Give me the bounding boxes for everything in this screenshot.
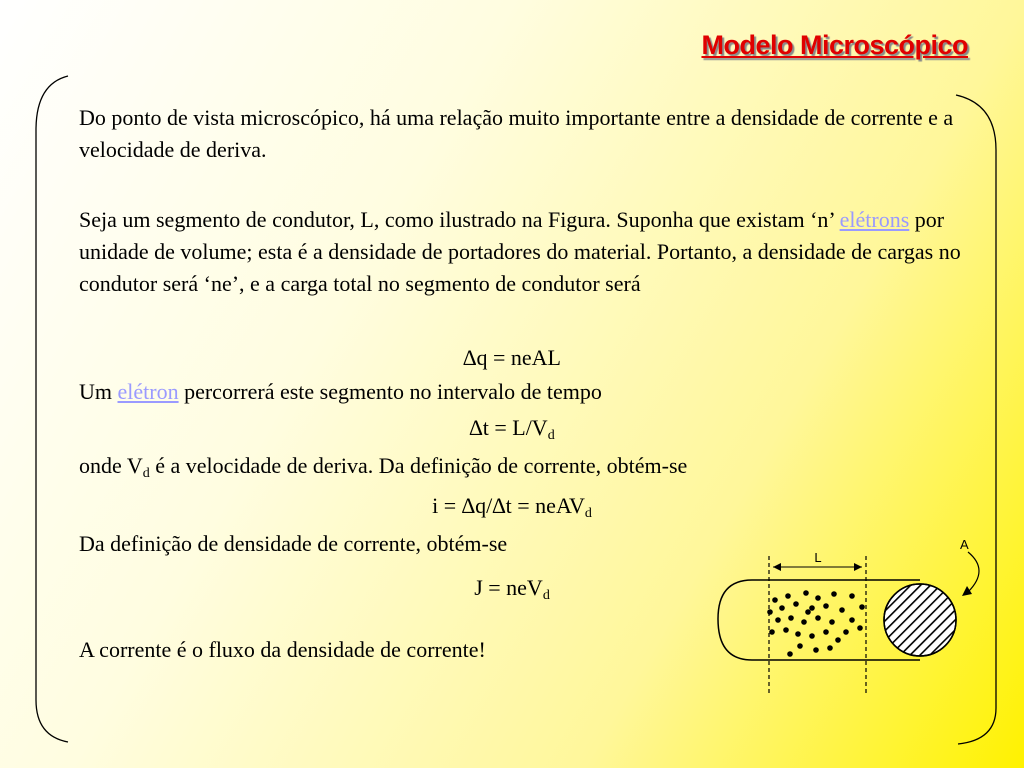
electron-link[interactable]: elétron [117,379,179,404]
drift-text-2: é a velocidade de deriva. Da definição de corrente, obtém-se [149,453,688,478]
slide-title: Modelo Microscópico [701,30,968,60]
density-equation-main: J = neV [474,575,543,600]
current-equation-sub: d [584,506,592,521]
intro-paragraph: Do ponto de vista microscópico, há uma relação muito importante entre a densidade de corrente e a velocidade de deriva. [79,105,954,162]
conductor-text-1: Seja um segmento de condutor, L, como ilustrado na Figura. Suponha que existam ‘n’ [79,207,840,232]
time-text-1: Um [79,379,118,404]
charge-equation: ∆q = neAL [463,345,561,370]
area-label: A [960,537,969,552]
drift-text-1: onde V [79,453,143,478]
drift-sub: d [142,466,150,481]
conclusion-text: A corrente é o fluxo da densidade de corrente! [79,637,486,662]
length-label: L [814,550,822,565]
electrons-link[interactable]: elétrons [839,207,910,232]
density-equation-sub: d [542,588,550,603]
time-equation-main: ∆t = L/V [469,415,548,440]
current-equation-main: i = ∆q/∆t = neAV [432,493,585,518]
time-equation-sub: d [547,428,555,443]
time-text-2: percorrerá este segmento no intervalo de tempo [178,379,602,404]
area-arrow [968,552,979,592]
conductor-text-2: por unidade de volume; esta é a densidade de portadores do material. Portanto, a densidade de cargas no condutor será ‘ne’, e a carga total no segmento de condutor será [79,207,961,296]
electron-dots [767,590,865,657]
density-line: Da definição de densidade de corrente, obtém-se [79,531,508,556]
